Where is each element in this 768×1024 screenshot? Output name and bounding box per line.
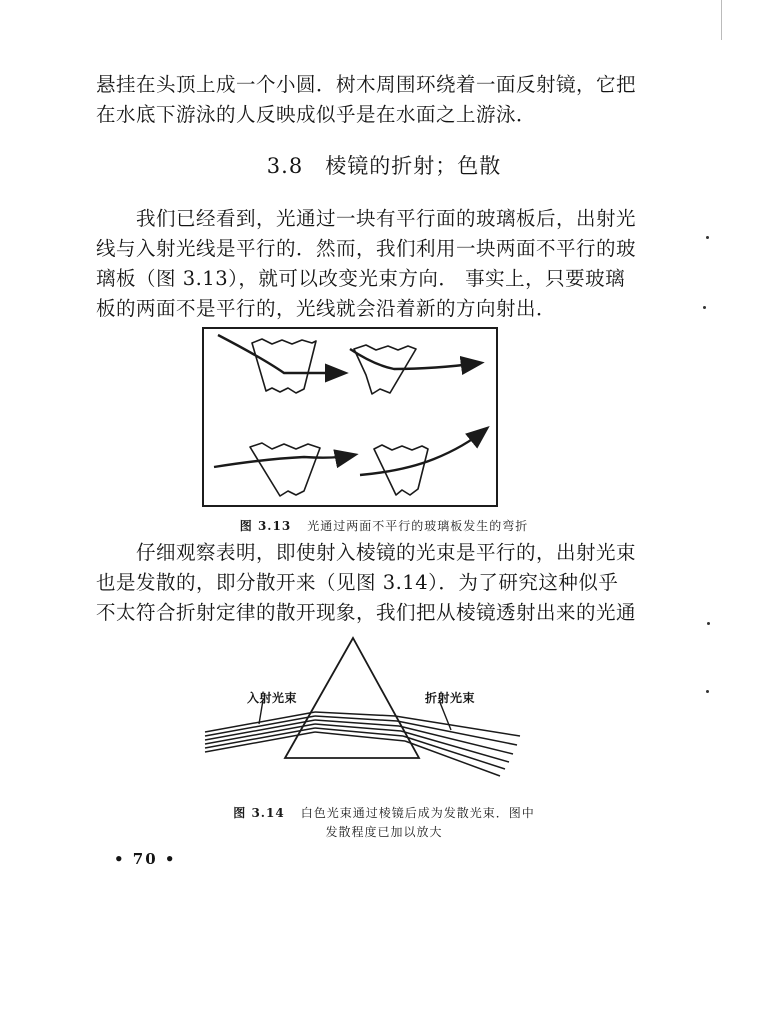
figure-3-14-caption-line2: 发散程度已加以放大 <box>325 825 443 839</box>
refracted-beam <box>395 716 520 776</box>
refracted-beam-label: 折射光束 <box>425 691 476 705</box>
figure-3-14-number: 图 3.14 <box>233 806 285 820</box>
beam-inside-prism <box>315 712 405 741</box>
scan-speck <box>706 236 709 239</box>
figure-3-13-caption <box>0 516 768 536</box>
figure-3-14-prism <box>195 632 535 780</box>
section-title: 棱镜的折射；色散 <box>325 154 502 178</box>
scan-edge-mark <box>721 0 722 40</box>
figure-3-13 <box>202 327 498 507</box>
scan-speck <box>703 306 706 309</box>
ray-3 <box>214 455 354 467</box>
paragraph-intro: 我们已经看到，光通过一块有平行面的玻璃板后，出射光线与入射光线是平行的．然而，我们利用一块两面不平行的玻璃板（图 3.13），就可以改变光束方向． 事实上，只要玻璃板的两面不是平行的，光线就会沿着新的方向射出． <box>96 207 637 320</box>
figure-3-14-caption-line1: 白色光束通过棱镜后成为发散光束．图中 <box>300 806 535 820</box>
glass-plate-3 <box>250 443 320 496</box>
paragraph-top: 悬挂在头顶上成一个小圆．树木周围环绕着一面反射镜，它把在水底下游泳的人反映成似乎是在水面之上游泳． <box>96 73 637 126</box>
paragraph-dispersion: 仔细观察表明，即使射入棱镜的光束是平行的，出射光束也是发散的，即分散开来（见图 3.14）．为了研究这种似乎不太符合折射定律的散开现象，我们把从棱镜透射出来的光通 <box>96 541 637 624</box>
incident-beam-label: 入射光束 <box>247 691 298 705</box>
section-heading <box>0 150 768 180</box>
scan-speck <box>706 690 709 693</box>
section-number: 3.8 <box>266 154 304 178</box>
figure-3-13-caption-text: 光通过两面不平行的玻璃板发生的弯折 <box>307 519 529 533</box>
scan-speck <box>707 622 710 625</box>
figure-3-13-number: 图 3.13 <box>239 519 292 533</box>
figure-3-14-caption <box>0 803 768 823</box>
glass-plate-1 <box>252 339 316 393</box>
figure-3-13-drawing <box>204 329 500 509</box>
page-number: • 70 • <box>114 850 177 868</box>
